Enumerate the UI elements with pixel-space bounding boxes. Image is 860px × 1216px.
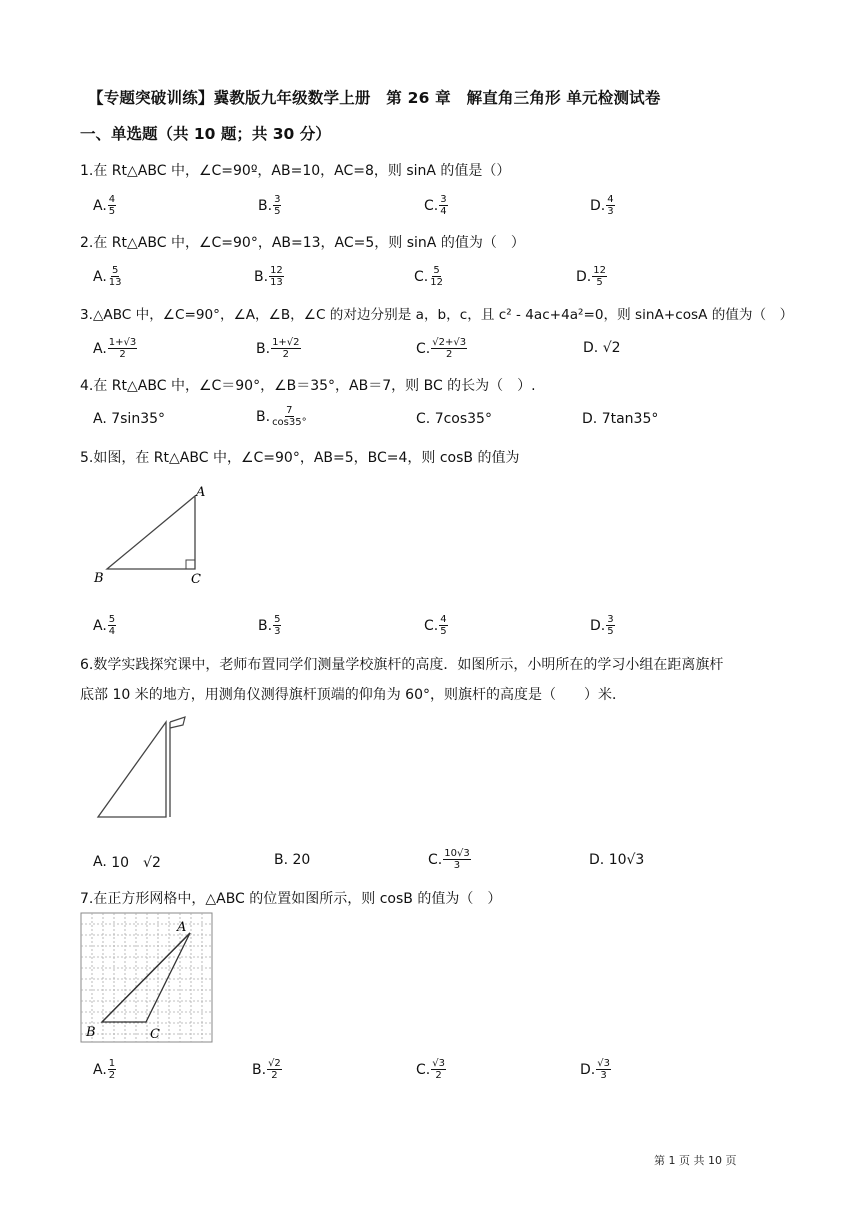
q5-option-a[interactable]: A. $\frac{5}{4}$ [93, 614, 116, 637]
q7-option-a[interactable]: A. $\frac{1}{2}$ [93, 1058, 116, 1081]
q3-option-c[interactable]: C. $\frac{√2+√3}{2}$ [416, 337, 467, 360]
q3-option-b[interactable]: B. $\frac{1+√2}{2}$ [256, 337, 300, 360]
vertex-label-b: B [94, 571, 104, 586]
q3-option-a[interactable]: A. $\frac{1+√3}{2}$ [93, 337, 137, 360]
page-footer: 第 1 页 共 10 页 [654, 1154, 737, 1167]
question-7-stem: 7.在正方形网格中，△ABC 的位置如图所示，则 cosB 的值为（ ） [80, 891, 502, 907]
q4-option-b[interactable]: B. $\frac{7}{\cos 35^\circ}$ [256, 405, 307, 428]
vertex-label-a: A [196, 485, 206, 500]
question-3-stem: 3.△ABC 中，∠C=90°，∠A，∠B，∠C 的对边分别是 a，b，c，且 c² - 4ac+4a²=0，则 sinA+cosA 的值为（ ） [80, 307, 794, 323]
right-angle-marker [186, 560, 195, 569]
q4-option-d[interactable]: D. 7tan35° [582, 411, 659, 427]
elevation-triangle [98, 722, 166, 817]
q6-option-c[interactable]: C. $\frac{10√3}{3}$ [428, 848, 470, 871]
vertex-label-c: C [191, 572, 201, 587]
q5-option-b[interactable]: B. $\frac{5}{3}$ [258, 614, 281, 637]
q6-option-d[interactable]: D. 10√3 [589, 852, 645, 868]
right-triangle-figure [90, 482, 220, 588]
q2-option-b[interactable]: B. $\frac{12}{13}$ [254, 265, 283, 288]
grid-vertex-label-c: C [150, 1027, 160, 1042]
q7-option-d[interactable]: D. $\frac{√3}{3}$ [580, 1058, 610, 1081]
grid-vertex-label-b: B [86, 1025, 96, 1040]
q2-option-c[interactable]: C. $\frac{5}{12}$ [414, 265, 443, 288]
q2-option-a[interactable]: A. $\frac{5}{13}$ [93, 265, 122, 288]
flagpole-figure [90, 712, 200, 824]
q1-option-b[interactable]: B. $\frac{3}{5}$ [258, 194, 281, 217]
flag [170, 717, 185, 728]
q1-option-a[interactable]: A. $\frac{4}{5}$ [93, 194, 116, 217]
q5-option-d[interactable]: D. $\frac{3}{5}$ [590, 614, 614, 637]
q2-option-d[interactable]: D. $\frac{12}{5}$ [576, 265, 606, 288]
question-4-stem: 4.在 Rt△ABC 中，∠C＝90°，∠B＝35°，AB＝7，则 BC 的长为（ ）. [80, 378, 536, 394]
q7-option-c[interactable]: C. $\frac{√3}{2}$ [416, 1058, 445, 1081]
document-title: 【专题突破训练】冀教版九年级数学上册 第 26 章 解直角三角形 单元检测试卷 [88, 89, 661, 107]
q7-option-b[interactable]: B. $\frac{√2}{2}$ [252, 1058, 281, 1081]
grid-vertex-label-a: A [177, 920, 187, 935]
question-1-stem: 1.在 Rt△ABC 中，∠C=90º，AB=10，AC=8，则 sinA 的值是（） [80, 163, 511, 179]
question-6-stem-line2: 底部 10 米的地方，用测角仪测得旗杆顶端的仰角为 60°，则旗杆的高度是（ ）米． [80, 687, 626, 703]
question-2-stem: 2.在 Rt△ABC 中，∠C=90°，AB=13，AC=5，则 sinA 的值为（ ） [80, 235, 525, 251]
q4-option-a[interactable]: A. 7sin35° [93, 411, 166, 427]
question-6-stem: 6.数学实践探究课中，老师布置同学们测量学校旗杆的高度．如图所示，小明所在的学习小组在距离旗杆 [80, 657, 724, 673]
section-heading: 一、单选题（共 10 题；共 30 分） [80, 125, 331, 143]
q5-option-c[interactable]: C. $\frac{4}{5}$ [424, 614, 447, 637]
grid-triangle-figure [80, 912, 216, 1046]
q4-option-c[interactable]: C. 7cos35° [416, 411, 492, 427]
q6-option-a[interactable]: A. 10 √2 [93, 854, 161, 871]
q1-option-c[interactable]: C. $\frac{3}{4}$ [424, 194, 447, 217]
question-5-stem: 5.如图，在 Rt△ABC 中，∠C=90°，AB=5，BC=4，则 cosB 的值为 [80, 450, 520, 466]
q1-option-d[interactable]: D. $\frac{4}{3}$ [590, 194, 614, 217]
q6-option-b[interactable]: B. 20 [274, 852, 311, 868]
q3-option-d[interactable]: D. √2 [583, 340, 621, 356]
triangle-abc [107, 496, 195, 569]
